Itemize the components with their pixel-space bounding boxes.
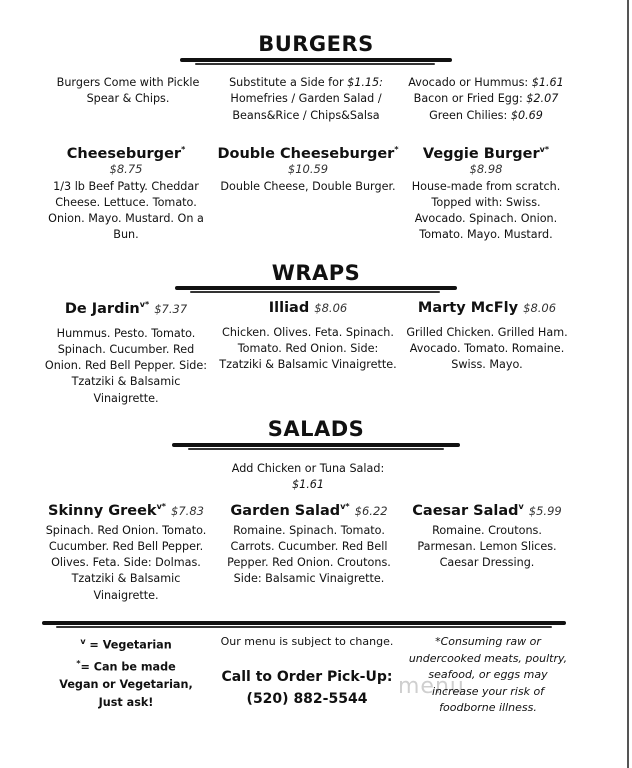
item-mark: * xyxy=(181,145,186,154)
item-name: Garden Salad xyxy=(230,502,341,519)
item-mark: v* xyxy=(156,502,166,511)
item-price: $5.99 xyxy=(528,503,562,518)
item-name: Skinny Greek xyxy=(48,502,157,519)
warning-line: foodborne illness. xyxy=(439,701,537,714)
item-mark: v* xyxy=(340,502,350,511)
desc-line: Olives. Feta. Side: Dolmas. xyxy=(51,556,201,570)
wraps-title: WRAPS xyxy=(271,261,361,285)
desc-line: Romaine. Croutons. xyxy=(432,523,542,537)
note-line: Substitute a Side for xyxy=(229,76,348,89)
menu-item-caesar-salad xyxy=(406,502,568,571)
item-mark: v* xyxy=(539,145,550,154)
item-price: $8.98 xyxy=(469,161,503,176)
item-price: $10.59 xyxy=(287,161,329,176)
note-line: Burgers Come with Pickle xyxy=(56,76,200,89)
item-price: $8.06 xyxy=(523,301,557,315)
legend-text: = Vegetarian xyxy=(85,638,172,652)
item-mark: * xyxy=(394,145,399,154)
warning-line: undercooked meats, poultry, xyxy=(408,651,568,665)
item-name: Illiad xyxy=(268,300,310,316)
legend-text: = Can be made xyxy=(80,660,176,674)
item-name: Marty McFly xyxy=(417,300,519,316)
item-name: Veggie Burger xyxy=(422,145,540,162)
item-name: Double Cheeseburger xyxy=(217,145,395,162)
item-price: $8.75 xyxy=(109,161,143,176)
item-price: $8.06 xyxy=(314,301,348,315)
substitute-price: $1.15: xyxy=(347,76,383,89)
legend-mark: v xyxy=(80,637,86,646)
salads-divider-2 xyxy=(188,448,444,450)
salads-title: SALADS xyxy=(267,417,365,441)
desc-line: Hummus. Pesto. Tomato. xyxy=(56,326,196,340)
salads-note-add-protein xyxy=(216,461,400,494)
item-name: Cheeseburger xyxy=(66,145,182,162)
desc-line: Carrots. Cucumber. Red Bell xyxy=(230,540,388,554)
footer-divider xyxy=(42,621,566,625)
desc-line: 1/3 lb Beef Patty. Cheddar xyxy=(53,179,199,193)
legend-mark: * xyxy=(76,658,81,668)
burgers-divider xyxy=(180,58,452,62)
desc-line: Chicken. Olives. Feta. Spinach. xyxy=(222,326,394,339)
addon-label: Green Chilies: xyxy=(429,108,511,122)
desc-line: Spinach. Red Onion. Tomato. xyxy=(45,523,207,537)
item-price: $7.83 xyxy=(171,503,204,518)
item-mark: v* xyxy=(139,300,150,309)
desc-line: Topped with: Swiss. xyxy=(431,196,541,210)
burgers-note-substitute xyxy=(214,75,398,124)
addon-label: Bacon or Fried Egg: xyxy=(413,92,527,106)
wraps-divider xyxy=(175,286,457,290)
desc-line: Onion. Mayo. Mustard. On a xyxy=(48,212,204,226)
menu-item-marty-mcfly xyxy=(402,300,572,374)
watermark: menu xyxy=(398,674,465,699)
note-line: Add Chicken or Tuna Salad: xyxy=(231,462,385,475)
desc-line: Double Cheese, Double Burger. xyxy=(220,179,396,193)
desc-line: Onion. Red Bell Pepper. Side: xyxy=(44,359,208,373)
phone-number: (520) 882-5544 xyxy=(246,691,368,707)
menu-item-cheeseburger xyxy=(40,145,212,244)
burgers-title: BURGERS xyxy=(258,32,374,56)
wraps-divider-2 xyxy=(190,291,440,293)
desc-line: Cheese. Lettuce. Tomato. xyxy=(55,196,197,210)
desc-line: Tomato. Mayo. Mustard. xyxy=(419,228,553,242)
desc-line: Swiss. Mayo. xyxy=(451,358,523,372)
desc-line: Parmesan. Lemon Slices. xyxy=(417,540,557,554)
desc-line: Caesar Dressing. xyxy=(439,556,535,570)
warning-line: *Consuming raw or xyxy=(435,635,541,648)
desc-line: Avocado. Tomato. Romaine. xyxy=(409,342,565,356)
menu-item-double-cheeseburger xyxy=(212,145,404,195)
burgers-note-sides xyxy=(30,75,226,108)
desc-line: Vinaigrette. xyxy=(93,391,159,405)
menu-item-garden-salad xyxy=(212,502,406,588)
desc-line: Spinach. Cucumber. Red xyxy=(57,343,195,357)
addon-price: $2.07 xyxy=(526,92,559,106)
desc-line: Bun. xyxy=(113,228,139,242)
burgers-note-addons xyxy=(396,75,576,124)
desc-line: Vinaigrette. xyxy=(93,588,159,602)
consumer-warning xyxy=(404,634,572,717)
item-price: $6.22 xyxy=(354,503,388,518)
menu-item-skinny-greek xyxy=(40,502,212,604)
salads-divider xyxy=(172,443,460,447)
legend-text: Just ask! xyxy=(98,696,154,710)
call-label: Call to Order Pick-Up: xyxy=(221,669,393,685)
item-name: Caesar Salad xyxy=(412,502,519,519)
note-line: Beans&Rice / Chips&Salsa xyxy=(232,108,380,122)
menu-item-veggie-burger xyxy=(404,145,568,244)
addon-label: Avocado or Hummus: xyxy=(408,76,532,89)
desc-line: Side: Balsamic Vinaigrette. xyxy=(233,572,385,586)
call-to-order xyxy=(210,666,404,710)
desc-line: Tomato. Red Onion. Side: xyxy=(237,342,379,356)
note-line: Spear & Chips. xyxy=(86,92,170,106)
desc-line: Pepper. Red Onion. Croutons. xyxy=(227,556,391,570)
burgers-divider-2 xyxy=(195,63,435,65)
item-name: De Jardin xyxy=(64,300,140,317)
desc-line: Tzatziki & Balsamic Vinaigrette. xyxy=(219,358,397,372)
desc-line: House-made from scratch. xyxy=(411,179,561,193)
note-line: Homefries / Garden Salad / xyxy=(230,92,382,106)
legend-text: Vegan or Vegetarian, xyxy=(59,678,193,692)
page-border xyxy=(627,0,629,768)
desc-line: Romaine. Spinach. Tomato. xyxy=(233,523,385,537)
desc-line: Cucumber. Red Bell Pepper. xyxy=(48,540,204,554)
item-mark: v xyxy=(518,502,524,511)
warning-line: seafood, or eggs may xyxy=(428,668,548,681)
legend xyxy=(56,633,196,712)
desc-line: Tzatziki & Balsamic xyxy=(71,572,181,586)
warning-line: increase your risk of xyxy=(431,684,545,698)
footer-divider-2 xyxy=(56,626,552,628)
menu-item-illiad xyxy=(214,300,402,374)
desc-line: Grilled Chicken. Grilled Ham. xyxy=(406,326,568,339)
addon-price: $0.69 xyxy=(510,108,543,122)
desc-line: Tzatziki & Balsamic xyxy=(71,375,181,389)
menu-item-de-jardin xyxy=(38,300,214,407)
item-price: $7.37 xyxy=(154,301,188,316)
add-protein-price: $1.61 xyxy=(291,478,325,492)
addon-price: $1.61 xyxy=(531,76,564,89)
desc-line: Avocado. Spinach. Onion. xyxy=(414,212,558,226)
menu-change-note: Our menu is subject to change. xyxy=(220,635,394,648)
